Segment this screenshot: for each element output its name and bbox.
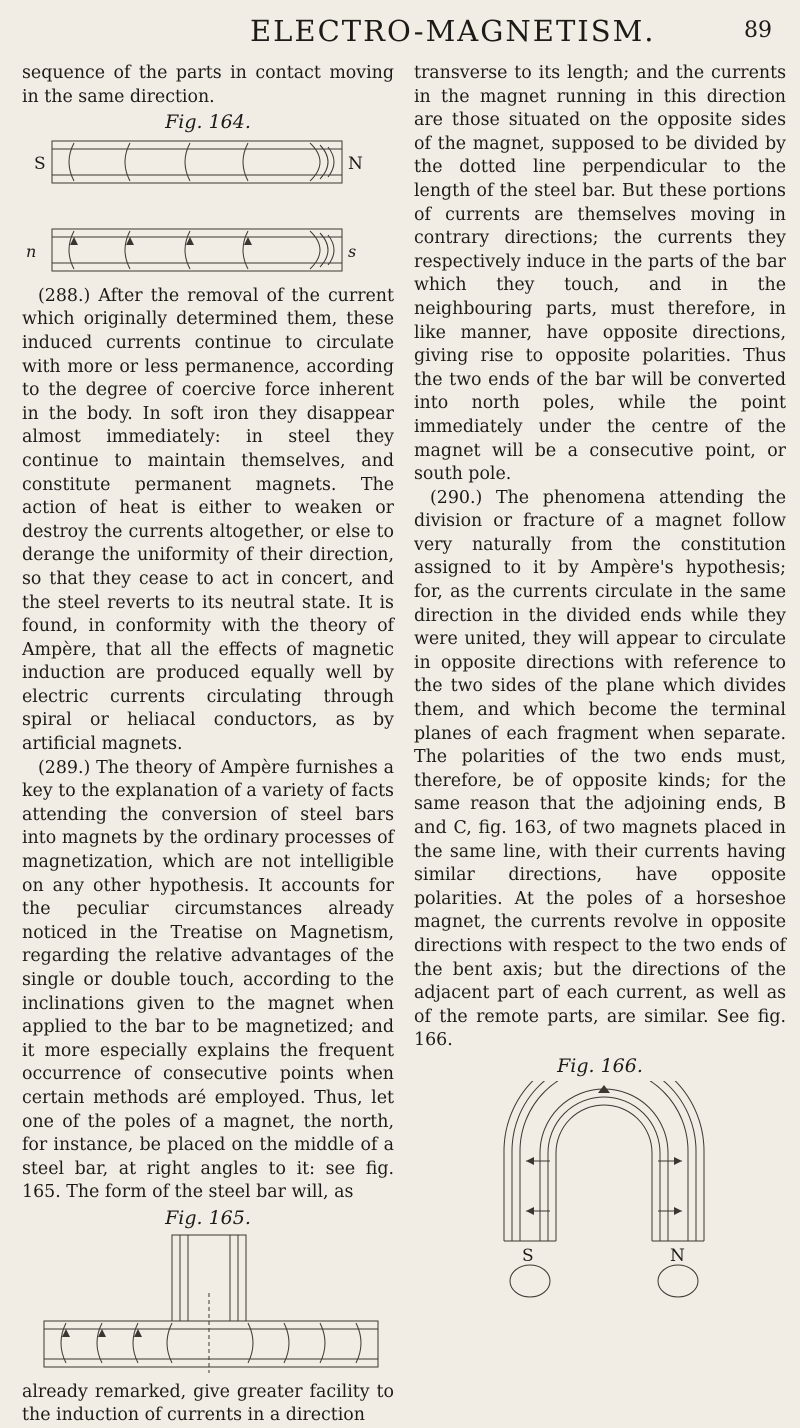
fig164-label-n-top: N: [348, 153, 363, 174]
fig164-label-n-bottom: n: [26, 241, 37, 261]
paragraph-290: (290.) The phenomena attending the division or fracture of a magnet follow very naturally from the constitution assigned to it by Ampère's hypothesis; for, as the currents circulate in the same direction in the divided ends while they were united, they will appear to circulate in opposite directions with reference to the two sides of the plane which divides them, and which become the terminal planes of each fragment when separate. The polarities of the two ends must, therefore, be of opposite kinds; for the same reason that the adjoining ends, B and C, fig. 163, of two magnets placed in the same line, with their currents having similar directions, have opposite polarities. At the poles of a horseshoe magnet, the currents revolve in opposite directions with respect to the two ends of the bent axis; but the directions of the adjacent part of each current, as well as of the remote parts, are similar. See fig. 166.: [414, 487, 786, 1051]
fig166-diagram: [414, 1081, 786, 1301]
left-tail-paragraph: already remarked, give greater facility to the induction of currents in a direction: [22, 1381, 394, 1426]
fig165-caption: Fig. 165.: [165, 1206, 251, 1229]
fig165-steel-bar: [44, 1321, 378, 1367]
fig166-horseshoe-inner: [556, 1105, 652, 1241]
fig165-diagram: [22, 1233, 394, 1381]
page-title: ELECTRO-MAGNETISM.: [250, 14, 656, 48]
fig166-pole-n-current: [658, 1265, 698, 1297]
fig164-top-bar: [52, 141, 342, 183]
fig164-bottom-bar: [52, 229, 342, 271]
continued-paragraph: transverse to its length; and the currents in the magnet running in this direction are those situated on the opposite sides of the magnet, supposed to be divided by the dotted line perpendicular to the length of the steel bar. But these portions of currents are themselves moving in contrary directions; the currents they respectively induce in the parts of the bar which they touch, and in the neighbouring parts, must therefore, in like manner, have opposite directions, giving rise to opposite polarities. Thus the two ends of the bar will be converted into north poles, while the point immediately under the centre of the magnet will be a consecutive point, or south pole.: [414, 63, 786, 485]
paragraph-288: (288.) After the removal of the current which originally determined them, these induced currents continue to circulate with more or less permanence, according to the degree of coercive force inherent in the body. In soft iron they disappear almost immediately: in steel they continue to maintain themselves, and constitute permanent magnets. The action of heat is either to weaken or destroy the currents altogether, or else to derange the uniformity of their direction, so that they cease to act in concert, and the steel reverts to its neutral state. It is found, in conformity with the theory of Ampère, that all the effects of magnetic induction are produced equally well by electric currents circulating through spiral or heliacal conductors, as by artificial magnets.: [22, 285, 394, 755]
intro-paragraph: sequence of the parts in contact moving in the same direction.: [22, 63, 394, 107]
left-column: [22, 62, 394, 1428]
running-head: [0, 14, 800, 54]
page-number: 89: [744, 18, 772, 43]
right-column: [414, 62, 786, 1301]
fig166-pole-s-current: [510, 1265, 550, 1297]
fig166-label-n: N: [670, 1245, 685, 1266]
fig164-caption: Fig. 164.: [165, 111, 251, 134]
paragraph-289: (289.) The theory of Ampère furnishes a key to the explanation of a variety of facts attending the conversion of steel bars into magnets by the ordinary processes of magnetization, which are not intelligible on any other hypothesis. It accounts for the peculiar circumstances already noticed in the Treatise on Magnetism, regarding the relative advantages of the single or double touch, according to the inclinations given to the magnet when applied to the bar to be magnetized; and it more especially explains the frequent occurrence of consecutive points when certain methods aré employed. Thus, let one of the poles of a magnet, the north, for instance, be placed on the middle of a steel bar, at right angles to it: see fig. 165. The form of the steel bar will, as: [22, 757, 394, 1203]
fig164-label-s-top: S: [34, 153, 46, 174]
fig164-diagram: [22, 137, 394, 285]
fig166-caption: Fig. 166.: [557, 1054, 643, 1077]
fig164-label-s-bottom: s: [348, 241, 357, 261]
fig166-label-s: S: [522, 1245, 534, 1266]
